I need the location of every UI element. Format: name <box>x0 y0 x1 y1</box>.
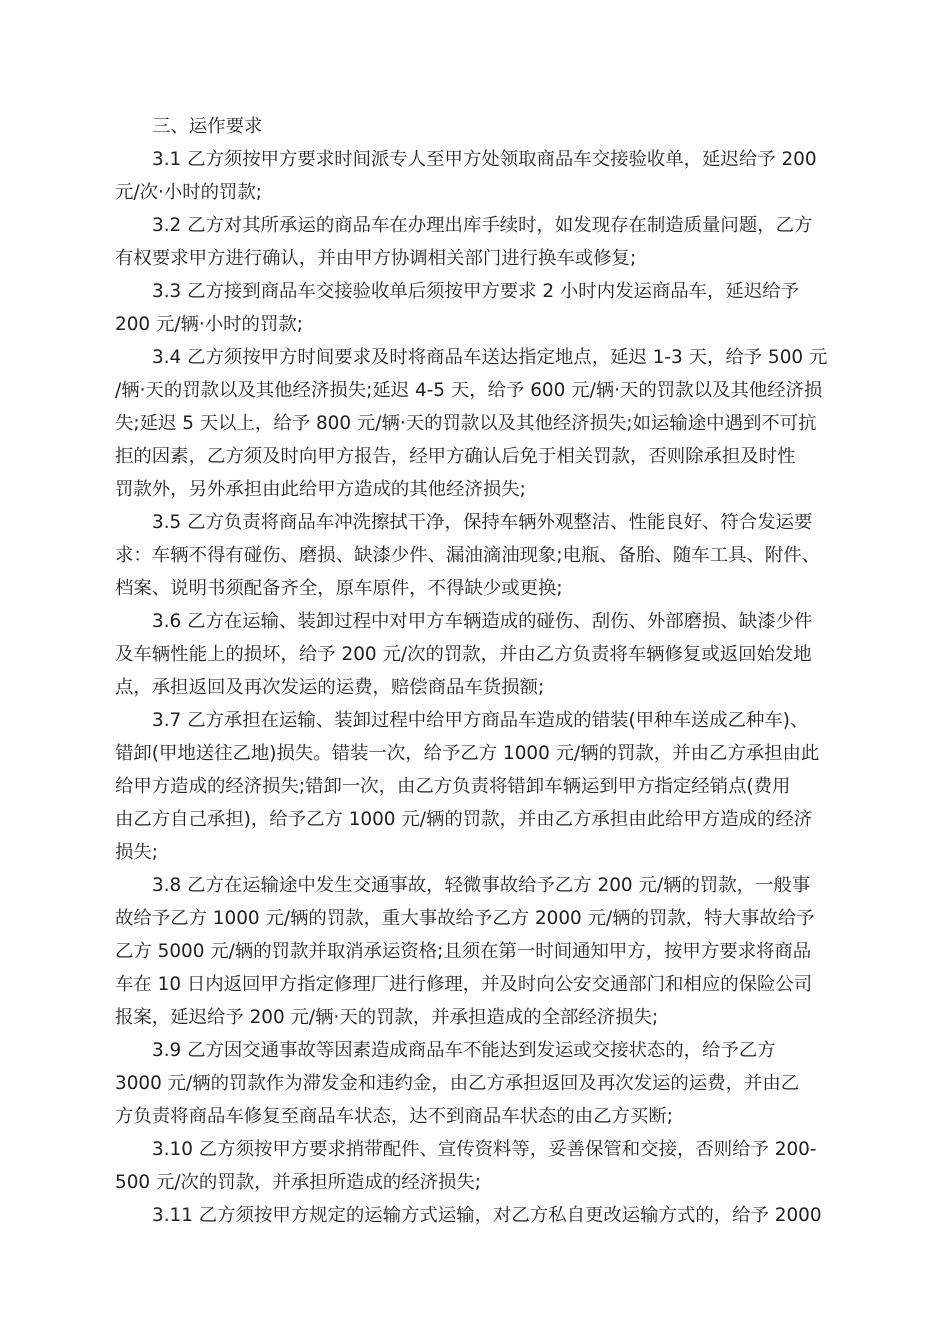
paragraph-line: 3000 元/辆的罚款作为滞发金和违约金，由乙方承担返回及再次发运的运费，并由乙 <box>115 1073 800 1094</box>
paragraph-line: 乙方 5000 元/辆的罚款并取消承运资格;且须在第一时间通知甲方，按甲方要求将商品 <box>115 941 812 962</box>
paragraph-line: 车在 10 日内返回甲方指定修理厂进行修理，并及时向公安交通部门和相应的保险公司 <box>115 974 813 995</box>
paragraph-line: 求：车辆不得有碰伤、磨损、缺漆少件、漏油滴油现象;电瓶、备胎、随车工具、附件、 <box>115 545 821 566</box>
paragraph-line: 损失; <box>115 842 158 863</box>
paragraph-line: 故给予乙方 1000 元/辆的罚款，重大事故给予乙方 2000 元/辆的罚款，特大事故给予 <box>115 908 815 929</box>
paragraph-line: 3.4 乙方须按甲方时间要求及时将商品车送达指定地点，延迟 1-3 天，给予 500 元 <box>152 347 828 368</box>
paragraph-line: 3.3 乙方接到商品车交接验收单后须按甲方要求 2 小时内发运商品车，延迟给予 <box>152 281 799 302</box>
paragraph-line: 3.1 乙方须按甲方要求时间派专人至甲方处领取商品车交接验收单，延迟给予 200 <box>152 149 817 170</box>
paragraph-line: 3.6 乙方在运输、装卸过程中对甲方车辆造成的碰伤、刮伤、外部磨损、缺漆少件 <box>152 611 813 632</box>
paragraph-line: 500 元/次的罚款，并承担所造成的经济损失; <box>115 1172 481 1193</box>
paragraph-line: 方负责将商品车修复至商品车状态，达不到商品车状态的由乙方买断; <box>115 1106 673 1127</box>
paragraph-line: 有权要求甲方进行确认，并由甲方协调相关部门进行换车或修复; <box>115 248 637 269</box>
paragraph-line: 罚款外，另外承担由此给甲方造成的其他经济损失; <box>115 479 526 500</box>
paragraph-line: 3.8 乙方在运输途中发生交通事故，轻微事故给予乙方 200 元/辆的罚款，一般事 <box>152 875 811 896</box>
paragraph-line: 由乙方自己承担)，给予乙方 1000 元/辆的罚款，并由乙方承担由此给甲方造成的经济 <box>115 809 813 830</box>
paragraph-line: 档案、说明书须配备齐全，原车原件，不得缺少或更换; <box>115 578 563 599</box>
paragraph-line: 拒的因素，乙方须及时向甲方报告，经甲方确认后免于相关罚款，否则除承担及时性 <box>115 446 796 467</box>
section-heading: 三、运作要求 <box>152 116 263 137</box>
paragraph-line: 3.11 乙方须按甲方规定的运输方式运输，对乙方私自更改运输方式的，给予 2000 <box>152 1205 822 1226</box>
paragraph-line: 报案，延迟给予 200 元/辆·天的罚款，并承担造成的全部经济损失; <box>115 1007 659 1028</box>
paragraph-line: 3.9 乙方因交通事故等因素造成商品车不能达到发运或交接状态的，给予乙方 <box>152 1040 776 1061</box>
paragraph-line: 3.5 乙方负责将商品车冲洗擦拭干净，保持车辆外观整洁、性能良好、符合发运要 <box>152 512 813 533</box>
paragraph-line: 3.7 乙方承担在运输、装卸过程中给甲方商品车造成的错装(甲种车送成乙种车)、 <box>152 710 809 731</box>
paragraph-line: 3.2 乙方对其所承运的商品车在办理出库手续时，如发现存在制造质量问题，乙方 <box>152 215 813 236</box>
paragraph-line: /辆·天的罚款以及其他经济损失;延迟 4-5 天，给予 600 元/辆·天的罚款以及其他经济损 <box>115 380 823 401</box>
paragraph-line: 失;延迟 5 天以上，给予 800 元/辆·天的罚款以及其他经济损失;如运输途中遇到不可抗 <box>115 413 817 434</box>
paragraph-line: 3.10 乙方须按甲方要求捎带配件、宣传资料等，妥善保管和交接，否则给予 200- <box>152 1139 817 1160</box>
paragraph-line: 给甲方造成的经济损失;错卸一次，由乙方负责将错卸车辆运到甲方指定经销点(费用 <box>115 776 791 797</box>
paragraph-line: 200 元/辆·小时的罚款; <box>115 314 303 335</box>
paragraph-line: 点，承担返回及再次发运的运费，赔偿商品车货损额; <box>115 677 545 698</box>
paragraph-line: 错卸(甲地送往乙地)损失。错装一次，给予乙方 1000 元/辆的罚款，并由乙方承担由此 <box>115 743 820 764</box>
paragraph-line: 及车辆性能上的损坏，给予 200 元/次的罚款，并由乙方负责将车辆修复或返回始发地 <box>115 644 812 665</box>
paragraph-line: 元/次·小时的罚款; <box>115 182 262 203</box>
